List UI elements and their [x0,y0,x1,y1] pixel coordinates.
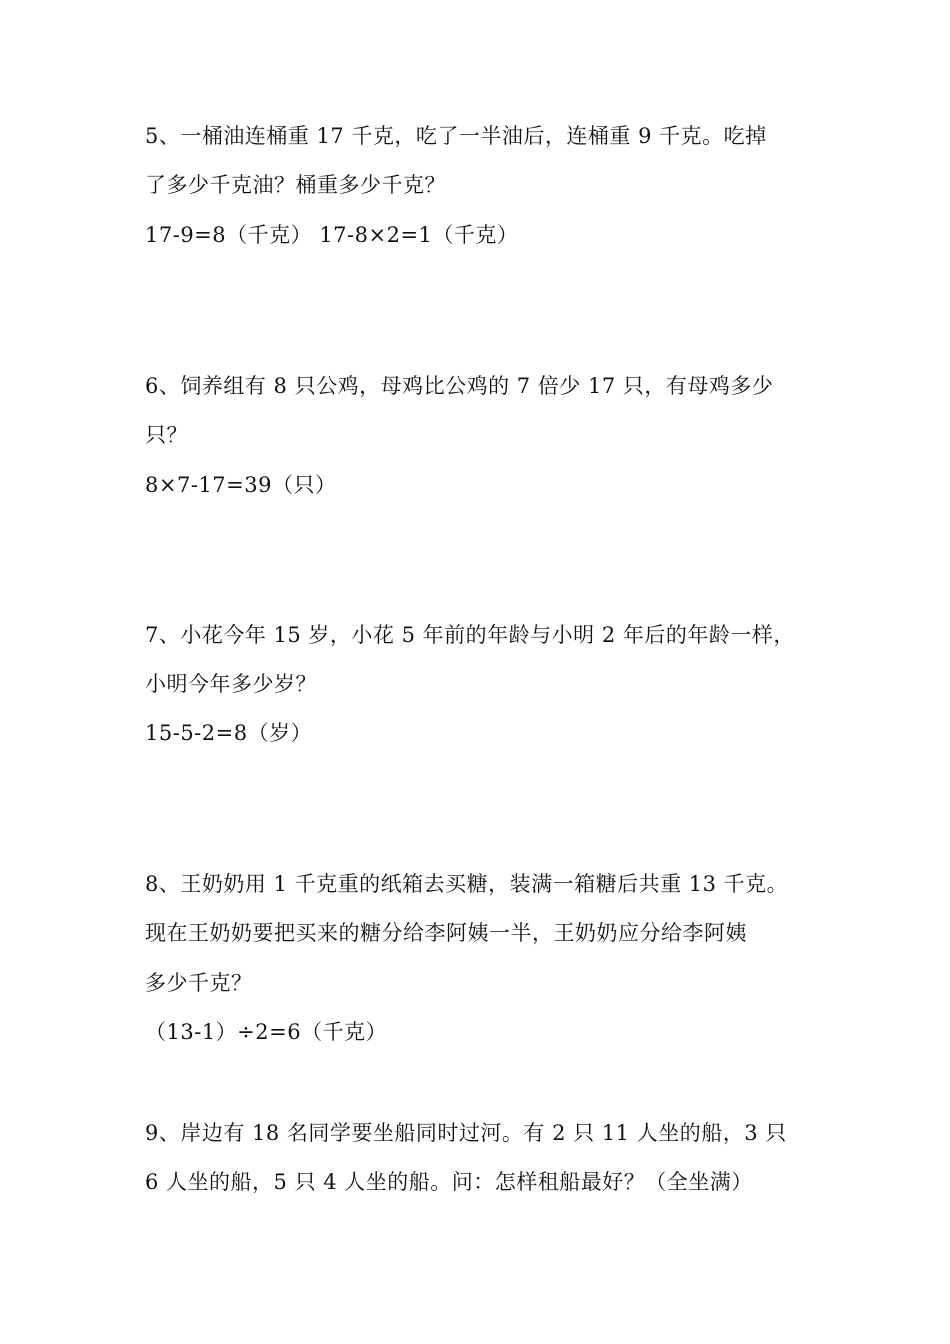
problem-5-question-line-2: 了多少千克油？桶重多少千克？ [145,173,446,197]
problem-6-answer: 8×7-17=39（只） [145,473,337,497]
problem-6-question-line-2: 只？ [145,423,188,447]
problem-7-question-line-2: 小明今年多少岁？ [145,672,317,696]
problem-9-question-line-1: 9、岸边有 18 名同学要坐船同时过河。有 2 只 11 人坐的船，3 只 [145,1121,787,1145]
problem-8-question-line-2: 现在王奶奶要把买来的糖分给李阿姨一半，王奶奶应分给李阿姨 [145,921,747,945]
problem-7-question-line-1: 7、小花今年 15 岁，小花 5 年前的年龄与小明 2 年后的年龄一样， [145,623,795,647]
problem-9-question-line-2: 6 人坐的船，5 只 4 人坐的船。问：怎样租船最好？（全坐满） [145,1170,753,1194]
problem-8-answer: （13-1）÷2=6（千克） [145,1020,388,1044]
problem-5-question-line-1: 5、一桶油连桶重 17 千克，吃了一半油后，连桶重 9 千克。吃掉 [145,124,767,148]
problem-8-question-line-3: 多少千克？ [145,971,253,995]
problem-6-question-line-1: 6、饲养组有 8 只公鸡，母鸡比公鸡的 7 倍少 17 只，有母鸡多少 [145,374,774,398]
problem-8-question-line-1: 8、王奶奶用 1 千克重的纸箱去买糖，装满一箱糖后共重 13 千克。 [145,872,789,896]
problem-5-answer: 17-9=8（千克） 17-8×2=1（千克） [145,223,519,247]
problem-7-answer: 15-5-2=8（岁） [145,721,313,745]
